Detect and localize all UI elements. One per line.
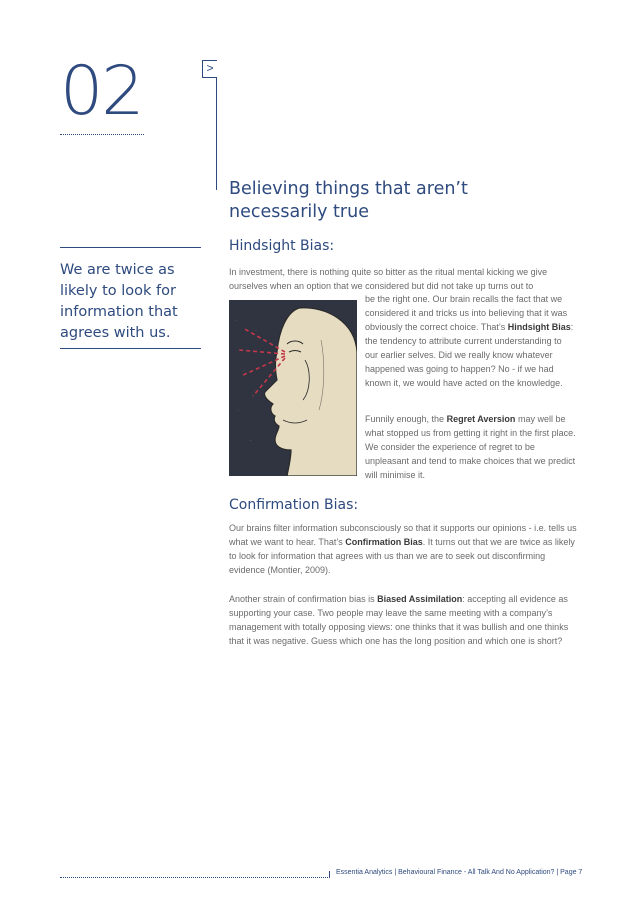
section-number-rule (60, 134, 144, 135)
confirmation-bias-heading: Confirmation Bias: (229, 497, 359, 513)
hindsight-bias-paragraph: be the right one. Our brain recalls the fact that we considered it and tricks us into believing that it was obviously the correct choice. That’s Hindsight Bias: the tendency to attribute current understanding to our earlier selves. Did we really know whatever happened was going to happen? No - if we had known it, we would have acted on the knowledge. (365, 294, 574, 388)
arrow-marker-icon: > (202, 60, 217, 78)
pull-quote (60, 260, 205, 344)
pull-quote-top-rule (60, 247, 201, 248)
regret-aversion-paragraph: Funnily enough, the Regret Aversion may well be what stopped us from getting it right in the first place. We consider the experience of regret to be unpleasant and tend to make choices that we predict will minimise it. (365, 414, 576, 480)
hindsight-bias-term: Hindsight Bias (507, 322, 571, 332)
section-title (229, 178, 549, 224)
pull-quote-line: information that (60, 304, 178, 320)
pull-quote-line: We are twice as (60, 262, 175, 278)
hindsight-bias-heading: Hindsight Bias: (229, 238, 335, 254)
section-divider-line (216, 60, 217, 190)
pull-quote-bottom-rule (60, 348, 201, 349)
section-title-line1: Believing things that aren’t (229, 179, 468, 199)
footer-rule (60, 877, 330, 878)
regret-aversion-term: Regret Aversion (446, 414, 516, 424)
profile-illustration (229, 300, 357, 476)
confirmation-bias-term: Confirmation Bias (345, 537, 423, 547)
pull-quote-line: agrees with us. (60, 325, 171, 341)
page-footer: Essentia Analytics | Behavioural Finance - All Talk And No Application? | Page 7 (336, 869, 583, 876)
pull-quote-line: likely to look for (60, 283, 176, 299)
section-title-line2: necessarily true (229, 202, 369, 222)
footer-tick (329, 871, 330, 878)
section-number: 02 (60, 52, 143, 131)
hindsight-intro-paragraph: In investment, there is nothing quite so bitter as the ritual mental kicking we give ourselves when an option that we considered but did not take up turns out to (229, 267, 548, 291)
biased-assimilation-term: Biased Assimilation (377, 594, 463, 604)
confirmation-bias-paragraph: Our brains filter information subconsciously so that it supports our opinions - i.e. tells us what we want to hear. That’s Confirmation Bias. It turns out that we are twice as likely to look for information that agrees with us than we are to seek out disconfirming evidence (Montier, 2009). (229, 523, 577, 575)
biased-assimilation-paragraph: Another strain of confirmation bias is Biased Assimilation: accepting all evidence as supporting your case. Two people may leave the same meeting with a company’s management with totally opposing views: one thinks that it was bullish and one thinks that it was negative. Guess which one has the long position and which one is short? (229, 594, 569, 646)
